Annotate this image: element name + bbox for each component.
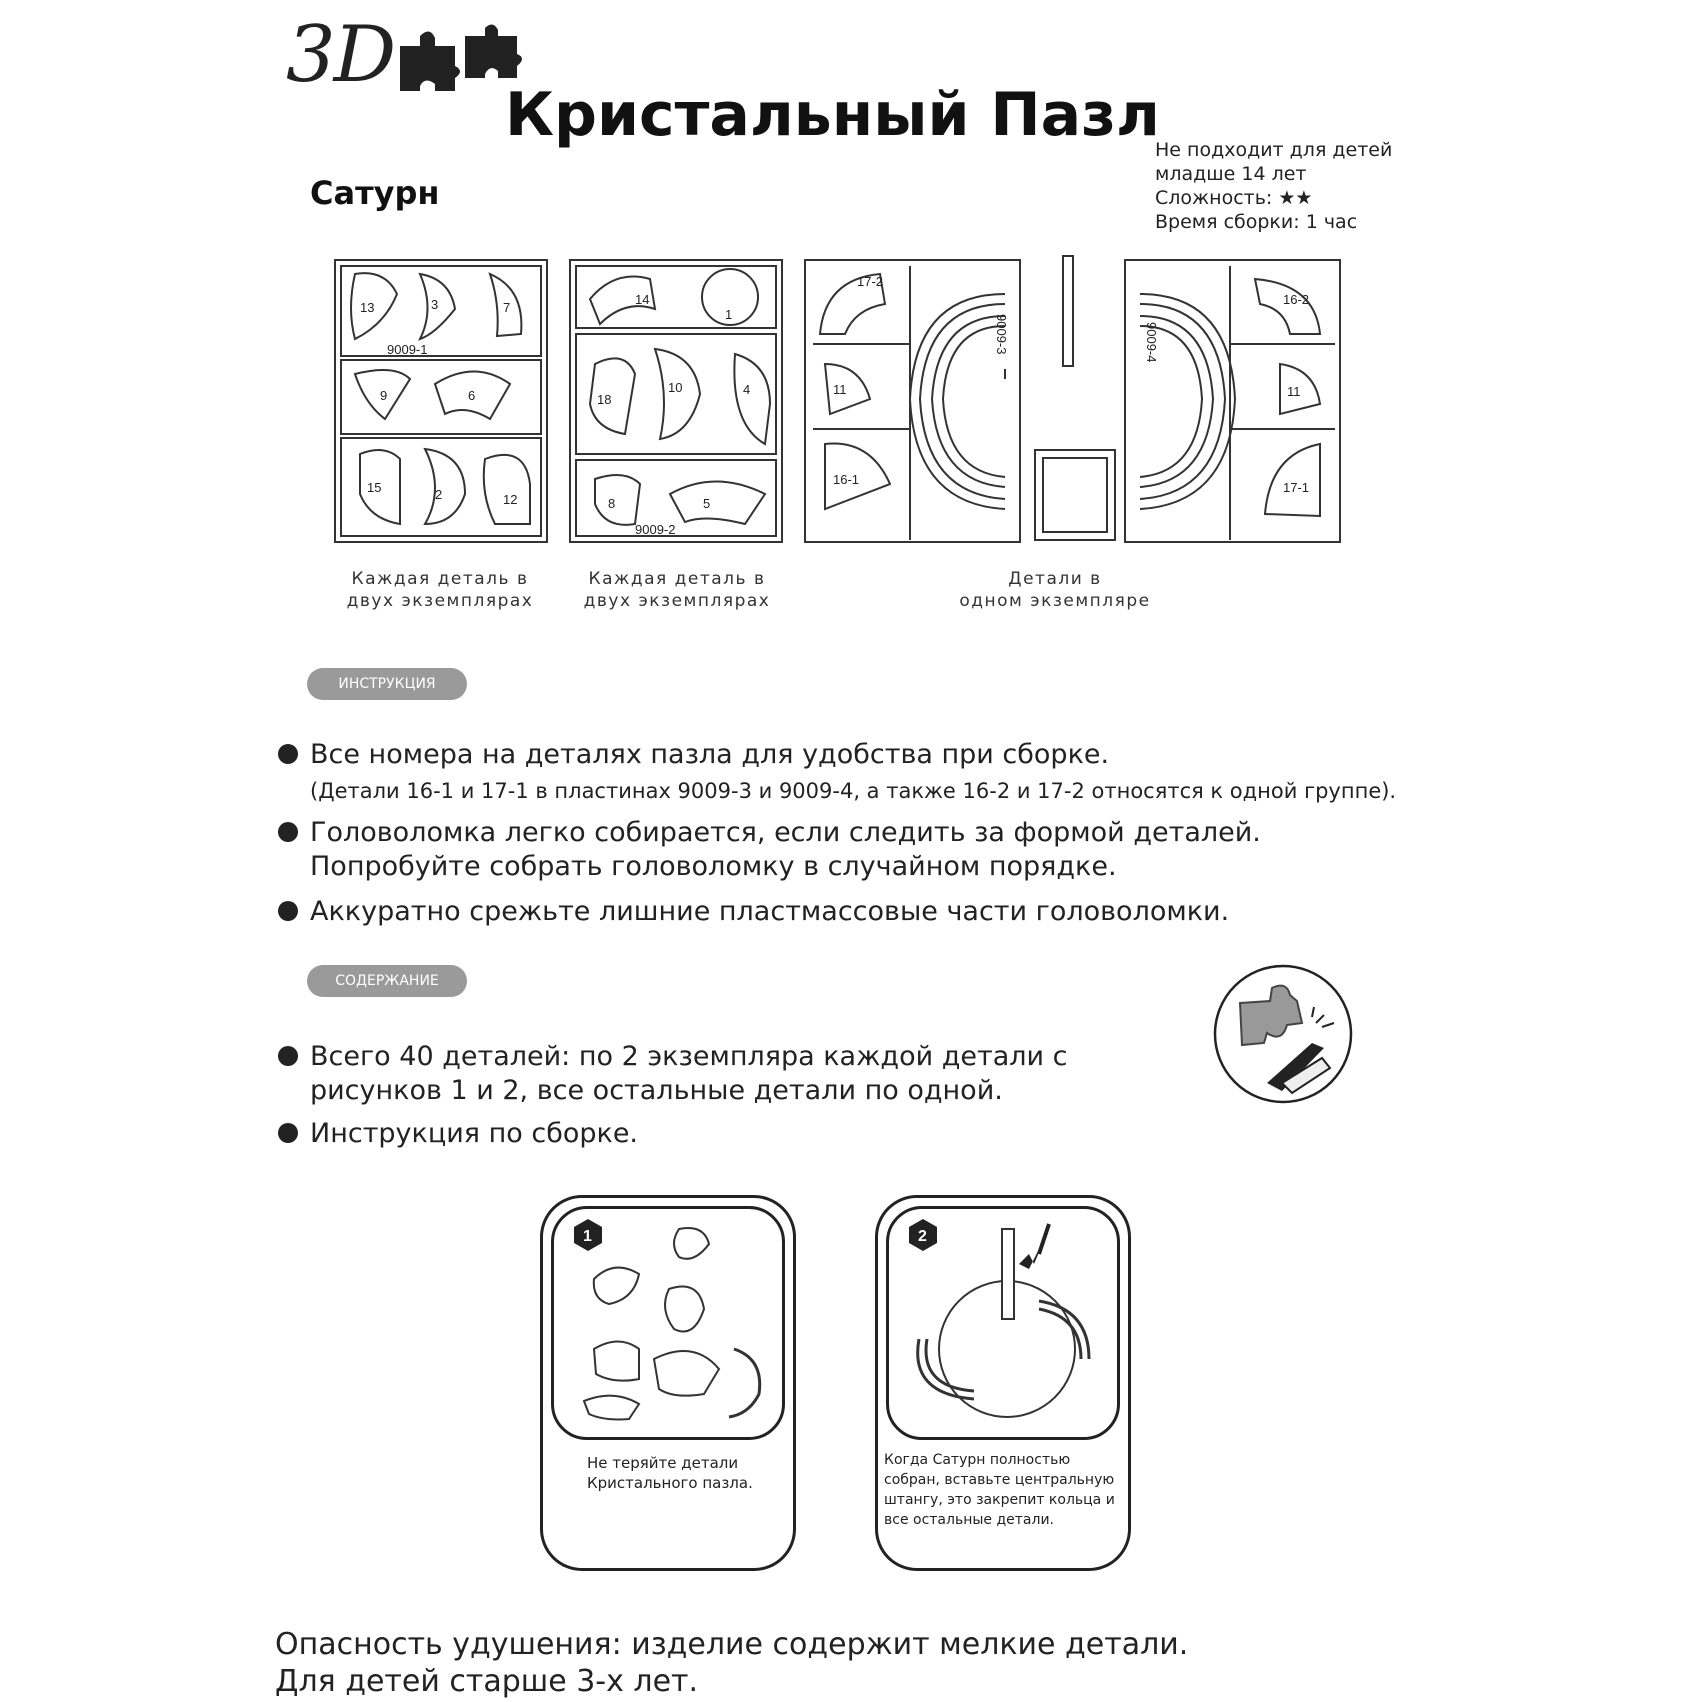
bullet-icon [278, 1123, 298, 1143]
instruction-item: Все номера на деталях пазла для удобства при сборке. (Детали 16-1 и 17-1 в пластинах 9009-3 и 9009-4, а также 16-2 и 17-2 относятся к одной группе). [278, 738, 1396, 806]
step-description: Когда Сатурн полностью собран, вставьте центральную штангу, это закрепит кольца и все остальные детали. [884, 1452, 1115, 1528]
center-rod-and-base [1035, 256, 1115, 540]
piece-label: 17-1 [1283, 480, 1310, 495]
sheet-9009-1 [335, 260, 547, 542]
choking-warning: Опасность удушения: изделие содержит мелкие детали. [275, 1627, 1189, 1662]
sheet-code: 9009-2 [635, 522, 676, 537]
piece-label: 5 [703, 496, 711, 511]
piece-label: 16-1 [833, 472, 860, 487]
piece-label: 16-2 [1283, 292, 1310, 307]
sheet-caption: Каждая деталь в двух экземплярах [583, 569, 771, 611]
sheet-code: 9009-4 [1144, 322, 1159, 363]
info-line: младше 14 лет [1155, 163, 1307, 185]
piece-label: 15 [367, 480, 382, 495]
product-name: Сатурн [310, 174, 440, 212]
sheet-9009-2 [570, 260, 782, 542]
piece-label: 2 [435, 487, 443, 502]
step-card-2 [875, 1195, 1131, 1571]
page-title: Кристальный Пазл [505, 80, 1160, 150]
brand-logo [280, 8, 540, 118]
step-card-1 [540, 1195, 796, 1571]
piece-label: 14 [635, 292, 650, 307]
sheet-caption: Каждая деталь в двух экземплярах [346, 569, 534, 611]
sheet-code: 9009-3 [994, 314, 1009, 355]
piece-label: 4 [743, 382, 751, 397]
piece-label: 6 [468, 388, 476, 403]
product-info [1155, 138, 1392, 234]
step-description: Не теряйте детали Кристального пазла. [587, 1454, 753, 1492]
piece-label: 12 [503, 492, 518, 507]
bullet-icon [278, 822, 298, 842]
sheet-9009-4 [1125, 260, 1340, 542]
piece-label: 17-2 [857, 274, 884, 289]
instruction-item: Аккуратно срежьте лишние пластмассовые части головоломки. [278, 895, 1229, 929]
piece-label: 11 [833, 382, 847, 397]
piece-label: 1 [725, 307, 733, 322]
age-warning: Для детей старше 3-х лет. [275, 1664, 699, 1699]
instruction-label: ИНСТРУКЦИЯ [307, 668, 467, 700]
difficulty-line: Сложность: ★★ [1155, 187, 1313, 209]
piece-label: 18 [597, 392, 612, 407]
piece-label: 9 [380, 388, 388, 403]
piece-label: 7 [503, 300, 511, 315]
info-line: Не подходит для детей [1155, 139, 1393, 161]
step-number: 2 [918, 1228, 927, 1245]
bullet-icon [278, 901, 298, 921]
bullet-icon [278, 744, 298, 764]
sheet-caption: Детали в одном экземпляре [959, 569, 1151, 611]
step-number: 1 [583, 1228, 592, 1245]
instruction-item: Головоломка легко собирается, если следить за формой деталей. Попробуйте собрать головоломку в случайном порядке. [278, 816, 1261, 884]
piece-label: 11 [1287, 384, 1301, 399]
piece-label: 3 [431, 297, 439, 312]
piece-label: 8 [608, 496, 616, 511]
contents-item: Инструкция по сборке. [278, 1117, 638, 1151]
step-illustration [551, 1206, 785, 1440]
parts-sheets-diagram [325, 254, 1355, 544]
piece-label: 10 [668, 380, 683, 395]
sheet-9009-3 [805, 260, 1020, 542]
assembly-time-line: Время сборки: 1 час [1155, 211, 1358, 233]
cutting-pliers-icon [1212, 963, 1354, 1105]
step-illustration [886, 1206, 1120, 1440]
contents-label: СОДЕРЖАНИЕ [307, 965, 467, 997]
contents-item: Всего 40 деталей: по 2 экземпляра каждой детали с рисунков 1 и 2, все остальные детали по одной. [278, 1040, 1068, 1108]
bullet-icon [278, 1046, 298, 1066]
logo-text: 3D [286, 10, 395, 100]
sheet-code: 9009-1 [387, 342, 428, 357]
piece-label: 13 [360, 300, 375, 315]
